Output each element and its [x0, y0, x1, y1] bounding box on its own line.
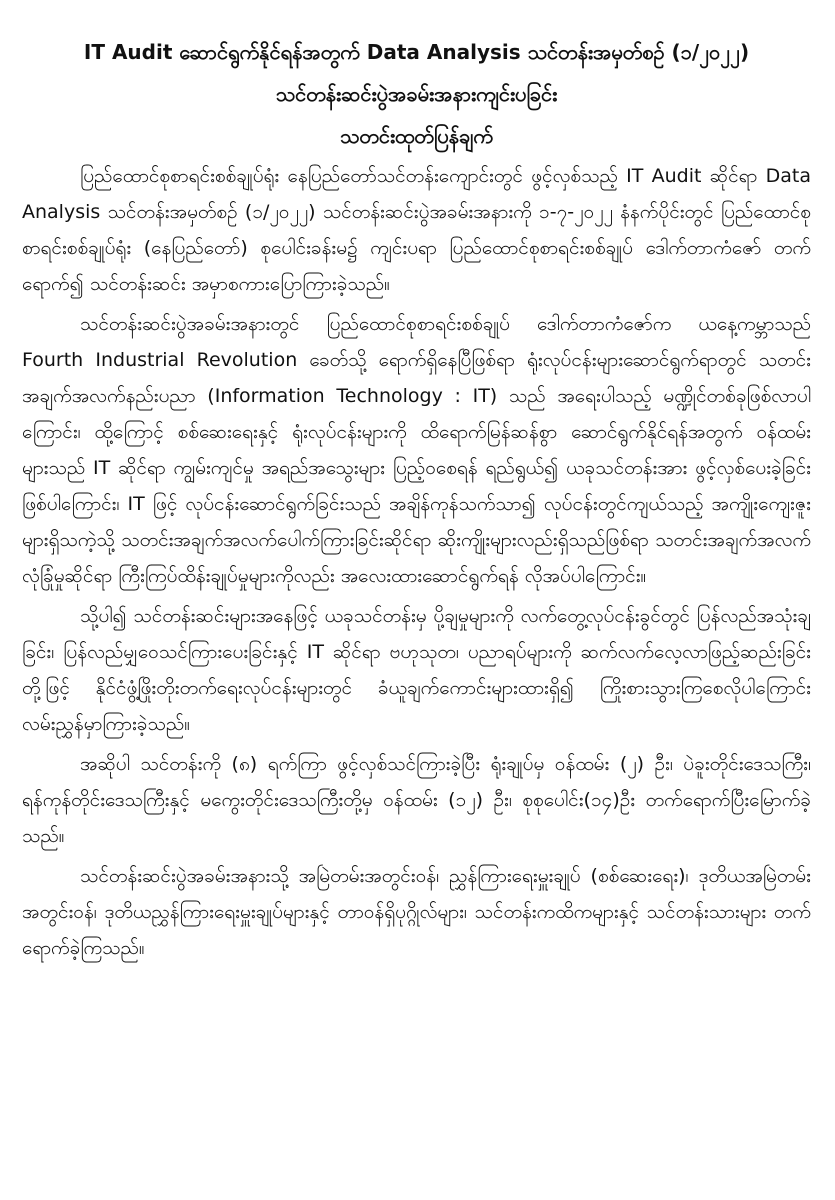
document-body — [22, 158, 811, 966]
paragraph: အဆိုပါ သင်တန်းကို (၈) ရက်ကြာ ဖွင့်လှစ်သင်ကြားခဲ့ပြီး ရုံးချုပ်မှ ဝန်ထမ်း (၂) ဦး၊ ပဲခူးတိုင်းဒေသကြီး၊ ရန်ကုန်တိုင်းဒေသကြီးနှင့် မကွေးတိုင်းဒေသကြီးတို့မှ ဝန်ထမ်း (၁၂) ဦး၊ စုစုပေါင်း(၁၄)ဦး တက်ရောက်ပြီးမြောက်ခဲ့သည်။ — [22, 753, 811, 847]
paragraph: သင်တန်းဆင်းပွဲအခမ်းအနားသို့ အမြဲတမ်းအတွင်းဝန်၊ ညွှန်ကြားရေးမှူးချုပ် (စစ်ဆေးရေး)၊ ဒုတိယအမြဲတမ်းအတွင်းဝန်၊ ဒုတိယညွှန်ကြားရေးမှူးချုပ်များနှင့် တာဝန်ရှိပုဂ္ဂိုလ်များ၊ သင်တန်းကထိကများနှင့် သင်တန်းသားများ တက်ရောက်ခဲ့ကြသည်။ — [22, 865, 811, 959]
paragraph: ပြည်ထောင်စုစာရင်းစစ်ချုပ်ရုံး နေပြည်တော်သင်တန်းကျောင်းတွင် ဖွင့်လှစ်သည့် IT Audit ဆိုင်ရာ Data Analysis သင်တန်းအမှတ်စဉ် (၁/၂၀၂၂) သင်တန်းဆင်းပွဲအခမ်းအနားကို ၁-၇-၂၀၂၂ နံနက်ပိုင်းတွင် ပြည်ထောင်စုစာရင်းစစ်ချုပ်ရုံး (နေပြည်တော်) စုပေါင်းခန်းမ၌ ကျင်းပရာ ပြည်ထောင်စုစာရင်းစစ်ချုပ် ဒေါက်တာကံဇော် တက်ရောက်၍ သင်တန်းဆင်း အမှာစကားပြောကြားခဲ့သည်။ — [22, 165, 811, 295]
document-title: IT Audit ဆောင်ရွက်နိုင်ရန်အတွက် Data Analysis သင်တန်းအမှတ်စဉ် (၁/၂၀၂၂) — [83, 40, 750, 64]
paragraph: သို့ပါ၍ သင်တန်းဆင်းများအနေဖြင့် ယခုသင်တန်းမှ ပို့ချမှုများကို လက်တွေ့လုပ်ငန်းခွင်တွင် ပြန်လည်အသုံးချခြင်း၊ ပြန်လည်မျှဝေသင်ကြားပေးခြင်းနှင့် IT ဆိုင်ရာ ဗဟုသုတ၊ ပညာရပ်များကို ဆက်လက်လေ့လာဖြည့်ဆည်းခြင်းတို့ဖြင့် နိုင်ငံဖွံ့ဖြိုးတိုးတက်ရေးလုပ်ငန်းများတွင် ခံယူချက်ကောင်းများထားရှိ၍ ကြိုးစားသွားကြစေလိုပါကြောင်း လမ်းညွှန်မှာကြားခဲ့သည်။ — [22, 605, 811, 735]
document-heading: သတင်းထုတ်ပြန်ချက် — [340, 124, 493, 148]
document-subtitle: သင်တန်းဆင်းပွဲအခမ်းအနားကျင်းပခြင်း — [275, 82, 558, 106]
paragraph: သင်တန်းဆင်းပွဲအခမ်းအနားတွင် ပြည်ထောင်စုစာရင်းစစ်ချုပ် ဒေါက်တာကံဇော်က ယနေ့ကမ္ဘာသည် Fourth Industrial Revolution ခေတ်သို့ ရောက်ရှိနေပြီဖြစ်ရာ ရုံးလုပ်ငန်းများဆောင်ရွက်ရာတွင် သတင်းအချက်အလက်နည်းပညာ (Information Technology : IT) သည် အရေးပါသည့် မဏ္ဍိုင်တစ်ခုဖြစ်လာပါကြောင်း၊ ထို့ကြောင့် စစ်ဆေးရေးနှင့် ရုံးလုပ်ငန်းများကို ထိရောက်မြန်ဆန်စွာ ဆောင်ရွက်နိုင်ရန်အတွက် ဝန်ထမ်းများသည် IT ဆိုင်ရာ ကျွမ်းကျင်မှု အရည်အသွေးများ ပြည့်ဝစေရန် ရည်ရွယ်၍ ယခုသင်တန်းအား ဖွင့်လှစ်ပေးခဲ့ခြင်းဖြစ်ပါကြောင်း၊ IT ဖြင့် လုပ်ငန်းဆောင်ရွက်ခြင်းသည် အချိန်ကုန်သက်သာ၍ လုပ်ငန်းတွင်ကျယ်သည့် အကျိုးကျေးဇူးများရှိသကဲ့သို့ သတင်းအချက်အလက်ပေါက်ကြားခြင်းဆိုင်ရာ ဆိုးကျိုးများလည်းရှိသည်ဖြစ်ရာ သတင်းအချက်အလက်လုံခြုံမှုဆိုင်ရာ ကြီးကြပ်ထိန်းချုပ်မှုများကိုလည်း အလေးထားဆောင်ရွက်ရန် လိုအပ်ပါကြောင်း။ — [22, 313, 811, 587]
